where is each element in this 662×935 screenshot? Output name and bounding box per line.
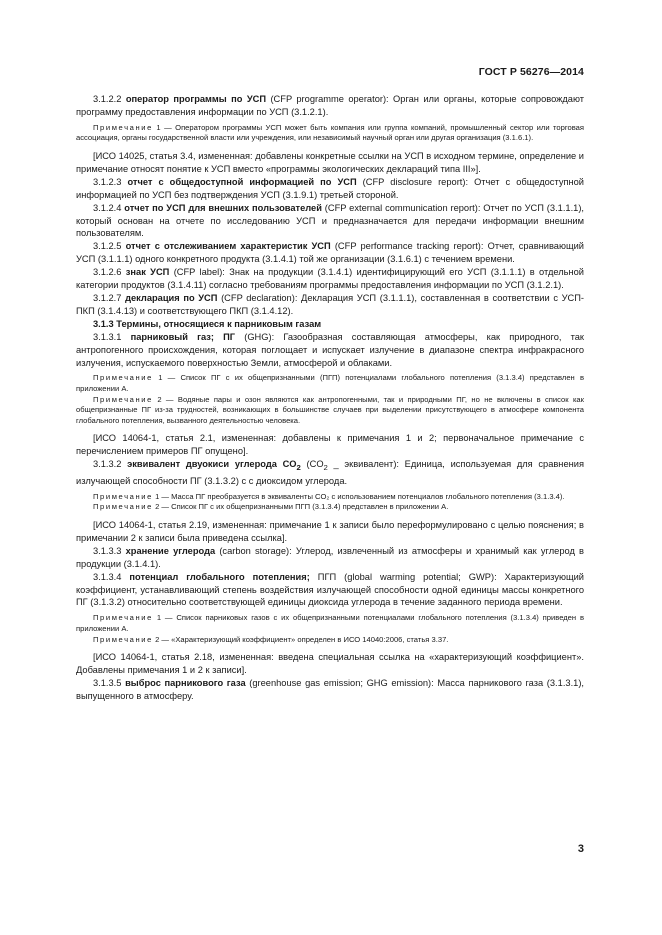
note-text: — Список ПГ с их общепризнанными ПГП (3.1.3.4) представлен в приложении А.: [159, 502, 449, 512]
note-label: Примечание: [93, 502, 153, 512]
body-paragraph: [76, 432, 584, 458]
note-label: Примечание: [93, 394, 153, 404]
body-paragraph: [76, 651, 584, 677]
paragraph-text: (GHG): Газообразная составляющая атмосферы, как природного, так антропогенного происхождения, которая поглощает и испускает излучение в диапазоне спектра инфракрасного излучения, испускаемого поверхностью Земли, атмосферой и облаками.: [76, 331, 584, 368]
body-paragraph: [76, 240, 584, 266]
term-bold-text: оператор программы по УСП: [125, 94, 267, 104]
paragraph-text: (greenhouse gas emission; GHG emission): Масса парникового газа (3.1.3.1), выпущенного в атмосферу.: [76, 677, 585, 701]
paragraph-text: (CFP disclosure report): Отчет с общедоступной информацией по УСП без подтверждения УСП (3.1.9.1) третьей стороной.: [76, 176, 584, 200]
body-paragraph: [76, 545, 584, 571]
term-bold-text: хранение углерода: [125, 545, 216, 556]
note-number: 2: [157, 394, 162, 404]
paragraph-text: (CFP programme operator): Орган или органы, которые сопровождают программу предоставления информации по УСП (3.1.2.1).: [76, 94, 585, 117]
body-paragraph: [76, 519, 584, 545]
paragraph-text: 3.1.2.6: [93, 267, 126, 278]
body-paragraph: [76, 150, 584, 176]
note-label: Примечание: [93, 613, 153, 623]
paragraph-text: 3.1.3.4: [93, 571, 130, 582]
term-bold-text: знак УСП: [125, 267, 170, 278]
paragraph-text: 3.1.2.5: [93, 241, 126, 252]
term-bold-text: выброс парникового газа: [125, 677, 246, 688]
paragraph-text: _ эквивалент): Единица, используемая для сравнения излучающей способности ПГ (3.1.3.2) с с диоксидом углерода.: [76, 459, 584, 486]
term-bold-text: 2: [296, 463, 301, 473]
note-text: — Список парниковых газов с их общепризнанными потенциалами глобального потепления (3.1.3.4) приведен в приложении А.: [76, 613, 584, 633]
body-paragraph: [76, 318, 584, 331]
note-text: — «Характеризующий коэффициент» определен в ИСО 14040:2006, статья 3.37.: [159, 634, 449, 644]
body-paragraph: [76, 571, 584, 610]
term-bold-text: отчет по УСП для внешних пользователей: [124, 202, 322, 213]
note-number: 1: [156, 613, 162, 623]
paragraph-text: 3.1.2.4: [93, 202, 125, 213]
page-number: 3: [577, 843, 584, 855]
paragraph-text: 3.1.3.1: [93, 331, 131, 342]
paragraph-text: 3.1.3.3: [93, 545, 126, 556]
note-label: Примечание: [93, 491, 153, 501]
paragraph-text: ПГП (global warming potential; GWP): Характеризующий коэффициент, устанавливающий степень воздействия излучающей способности одной единицы массы конкретного ПГ (3.1.3.2) относительно соответствующей единицы диоксида углерода в течение заданного периода времени.: [76, 571, 584, 608]
note-number: 1: [158, 373, 163, 383]
note-paragraph: [76, 502, 584, 513]
note-paragraph: [76, 123, 584, 144]
body-paragraph: [76, 93, 584, 119]
paragraph-text: (CFP performance tracking report): Отчет, сравнивающий УСП (3.1.1.1) одного конкретного продукта (3.1.4.1) той же организации (3.1.6.1) с течением времени.: [76, 241, 584, 265]
paragraph-text: (CO: [300, 459, 324, 470]
paragraph-text: (CFP label): Знак на продукции (3.1.4.1) идентифицирующий его УСП (3.1.1.1) в отдельной категории продуктов (3.1.4.11) согласно требованиям программы предоставления информации по УСП (3.1.2.1).: [76, 267, 585, 291]
paragraph-text: 3.1.2.2: [93, 94, 126, 104]
term-bold-text: отчет с общедоступной информацией по УСП: [127, 176, 357, 187]
paragraph-text: [ИСО 14025, статья 3.4, измененная: добавлены конкретные ссылки на УСП в исходном термине, определение и примечание относят понятие к УСП вместо «программы экологических деклараций типа III»].: [76, 151, 584, 174]
note-text: — Оператором программы УСП может быть компания или группа компаний, промышленный сектор или торговая ассоциация, органы государственной власти или учреждения, или независимый научный орган или другая организация (3.1.6.1).: [76, 122, 584, 143]
note-text: — Водяные пары и озон являются как антропогенными, так и природными ПГ, но не включены в список как общепризнанные ПГ из-за трудностей, возникающих в большинстве случаев при выделении присутствующего в атмосфере компонента глобального потепления, вызванного деятельностью человека.: [76, 394, 584, 425]
paragraph-text: (CFP declaration): Декларация УСП (3.1.1.1), составленная в соответствии с УСП-ПКП (3.1.4.13) и соответствующего ПКП (3.1.4.12).: [76, 292, 585, 316]
paragraph-text: 3.1.2.3: [93, 176, 128, 187]
note-paragraph: [76, 395, 584, 427]
body-paragraph: [76, 266, 584, 292]
paragraph-text: [ИСО 14064-1, статья 2.19, измененная: примечание 1 к записи было переформулировано с целью пояснения; в примечании 2 к записи была приведена ссылка].: [76, 520, 584, 543]
note-text: — Список ПГ с их общепризнанными (ПГП) потенциалами глобального потепления (3.1.3.4) представлен в приложении А.: [76, 373, 584, 393]
paragraph-text: 2: [323, 463, 328, 473]
body-paragraph: [76, 677, 584, 703]
term-bold-text: декларация по УСП: [125, 292, 218, 303]
paragraph-text: 3.1.2.7: [93, 292, 126, 303]
paragraph-text: [ИСО 14064-1, статья 2.1, измененная: добавлены к примечания 1 и 2; первоначальное примечание с перечислением примеров ПГ опущено].: [76, 433, 584, 457]
note-paragraph: [76, 613, 584, 634]
note-number: 2: [155, 502, 160, 512]
note-number: 1: [156, 122, 161, 132]
paragraph-text: 3.1.3.5: [93, 677, 126, 688]
note-label: Примечание: [93, 122, 153, 132]
note-number: 2: [155, 634, 160, 644]
term-bold-text: 3.1.3 Термины, относящиеся к парниковым газам: [93, 318, 322, 329]
body-paragraph: [76, 331, 584, 370]
body-paragraph: [76, 458, 584, 488]
note-number: 1: [155, 491, 160, 501]
body-paragraph: [76, 202, 584, 241]
paragraph-text: (CFP external communication report): Отчет по УСП (3.1.1.1), который основан на отчете по исследованию УСП и предназначается для передачи информации внешним пользователям.: [76, 202, 585, 239]
note-paragraph: [76, 635, 584, 646]
body-paragraph: [76, 292, 584, 318]
paragraph-text: [ИСО 14064-1, статья 2.18, измененная: введена специальная ссылка на «характеризующий коэффициент». Добавлены примечания 1 и 2 к записи].: [76, 652, 584, 676]
term-bold-text: парниковый газ; ПГ: [130, 331, 236, 342]
note-text: — Масса ПГ преобразуется в эквиваленты CO₂ с использованием потенциалов глобального потепления (3.1.3.4).: [159, 491, 565, 501]
note-paragraph: [76, 373, 584, 394]
document-header-id: ГОСТ Р 56276—2014: [478, 66, 584, 78]
document-body: [76, 93, 584, 703]
paragraph-text: (carbon storage): Углерод, извлеченный из атмосферы и хранимый как углерод в продукции (3.1.4.1).: [76, 545, 584, 569]
note-label: Примечание: [93, 373, 153, 383]
term-bold-text: потенциал глобального потепления;: [129, 571, 310, 582]
note-paragraph: [76, 492, 584, 503]
term-bold-text: отчет с отслеживанием характеристик УСП: [125, 241, 331, 252]
paragraph-text: 3.1.3.2: [93, 459, 128, 470]
note-label: Примечание: [93, 634, 153, 644]
body-paragraph: [76, 176, 584, 202]
term-bold-text: эквивалент двуокиси углерода CO: [127, 459, 297, 470]
